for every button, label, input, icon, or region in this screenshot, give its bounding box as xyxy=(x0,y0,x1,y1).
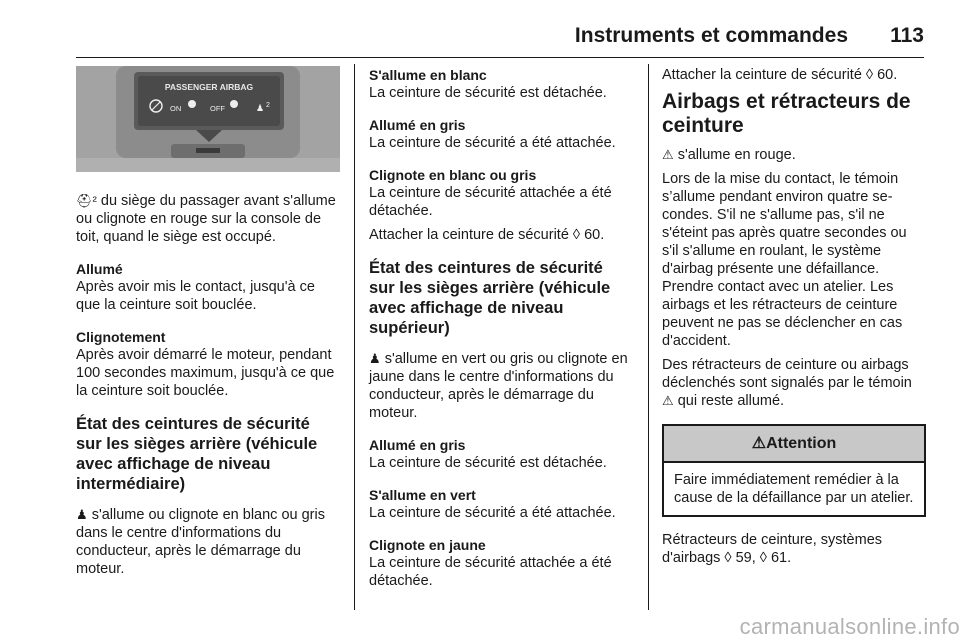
section-heading: État des ceintures de sécurité sur les sièges arrière (véhicule avec affichage de niveau intermédiaire) xyxy=(76,415,318,493)
column-divider xyxy=(354,64,355,610)
section-heading: État des ceintures de sécurité sur les sièges arrière (véhicule avec affichage de niveau supérieur) xyxy=(369,259,611,337)
airbag-warning-icon: ⚠ xyxy=(662,147,674,162)
paragraph-text: Des rétracteurs de ceinture ou airbags déclenchés sont signalés par le témoin xyxy=(662,357,912,391)
paragraph: Lors de la mise du contact, le témoin s’allume pendant environ quatre secondes. S'il ne s'allume pas, s'il ne s'éteint pas après quatre secondes ou s'il s'allume en roulant, le système d'airbag présente une défaillance. Prendre contact avec un atelier. Les airbags et les rétracteurs de ceinture peuvent ne pas se déclencher en cas d'accident. xyxy=(662,171,907,349)
attention-icon: ⚠ xyxy=(751,435,767,452)
airbag-warning-icon: ⚠ xyxy=(662,393,674,408)
label: Allumé xyxy=(76,261,123,277)
attention-body: Faire immédiatement remédier à la cause de la défaillance par un atelier. xyxy=(674,472,914,506)
seatbelt-icon: ♟ xyxy=(256,103,265,113)
off-label: OFF xyxy=(210,104,225,113)
paragraph-text: s'allume ou clignote en blanc ou gris dans le centre d'informations du conducteur, après le démarrage du moteur. xyxy=(76,507,325,577)
page-number: 113 xyxy=(890,24,924,47)
cross-reference: Attacher la ceinture de sécurité ◊ 60. xyxy=(369,227,605,243)
passenger-airbag-photo xyxy=(76,66,340,172)
column-1 xyxy=(76,66,340,592)
paragraph-text: du siège du passager avant s'allume ou clignote en rouge sur la console de toit, quand le siège est occupé. xyxy=(76,193,336,245)
paragraph xyxy=(369,350,633,422)
passenger-icon xyxy=(230,100,238,108)
paragraph-text: s'allume en rouge. xyxy=(677,147,796,163)
column-divider xyxy=(648,64,649,610)
airbag-panel-illustration xyxy=(76,66,340,172)
attention-title: Attention xyxy=(766,435,837,452)
paragraph: Après avoir démarré le moteur, pendant 100 secondes maximum, jusqu'à ce que la ceinture soit bouclée. xyxy=(76,347,335,399)
paragraph: La ceinture de sécurité a été attachée. xyxy=(369,505,616,521)
cross-reference: Attacher la ceinture de sécurité ◊ 60. xyxy=(662,67,898,83)
header-rule xyxy=(76,57,924,58)
label: S'allume en blanc xyxy=(369,67,487,83)
label: Allumé en gris xyxy=(369,117,466,133)
seat-number: 2 xyxy=(266,102,270,109)
page-header xyxy=(0,0,960,58)
chapter-title: Instruments et commandes xyxy=(574,24,848,47)
paragraph xyxy=(662,356,926,410)
panel-label: PASSENGER AIRBAG xyxy=(164,82,254,92)
paragraph: La ceinture de sécurité attachée a été détachée. xyxy=(369,185,612,219)
label: Clignote en blanc ou gris xyxy=(369,167,537,183)
cross-reference: Rétracteurs de ceinture, systèmes d'airbags ◊ 59, ◊ 61. xyxy=(662,532,883,566)
label: Clignote en jaune xyxy=(369,537,486,553)
paragraph-text: qui reste allumé. xyxy=(677,393,785,409)
seatbelt-reminder-icon: ⛑² xyxy=(76,193,97,208)
label: Allumé en gris xyxy=(369,437,466,453)
attention-box xyxy=(662,424,926,517)
paragraph: La ceinture de sécurité est détachée. xyxy=(369,85,607,101)
attention-header xyxy=(664,426,924,463)
passenger-icon xyxy=(188,100,196,108)
paragraph xyxy=(662,146,926,164)
paragraph: La ceinture de sécurité a été attachée. xyxy=(369,135,616,151)
paragraph xyxy=(76,192,340,246)
section-heading: Airbags et rétracteurs de ceinture xyxy=(662,90,911,137)
rear-seatbelt-icon: ♟ xyxy=(369,351,381,366)
watermark: carmanualsonline.info xyxy=(739,614,960,639)
column-2 xyxy=(369,66,633,604)
column-3 xyxy=(662,66,926,581)
paragraph xyxy=(76,506,340,578)
label: Clignotement xyxy=(76,329,166,345)
paragraph: Après avoir mis le contact, jusqu'à ce que la ceinture soit bouclée. xyxy=(76,279,315,313)
paragraph: La ceinture de sécurité est détachée. xyxy=(369,455,607,471)
paragraph: La ceinture de sécurité attachée a été détachée. xyxy=(369,555,612,589)
on-label: ON xyxy=(170,104,182,113)
paragraph-text: s'allume en vert ou gris ou clignote en jaune dans le centre d'informations du conducteur, après le démarrage du moteur. xyxy=(369,351,628,421)
label: S'allume en vert xyxy=(369,487,476,503)
rear-seatbelt-icon: ♟ xyxy=(76,507,88,522)
